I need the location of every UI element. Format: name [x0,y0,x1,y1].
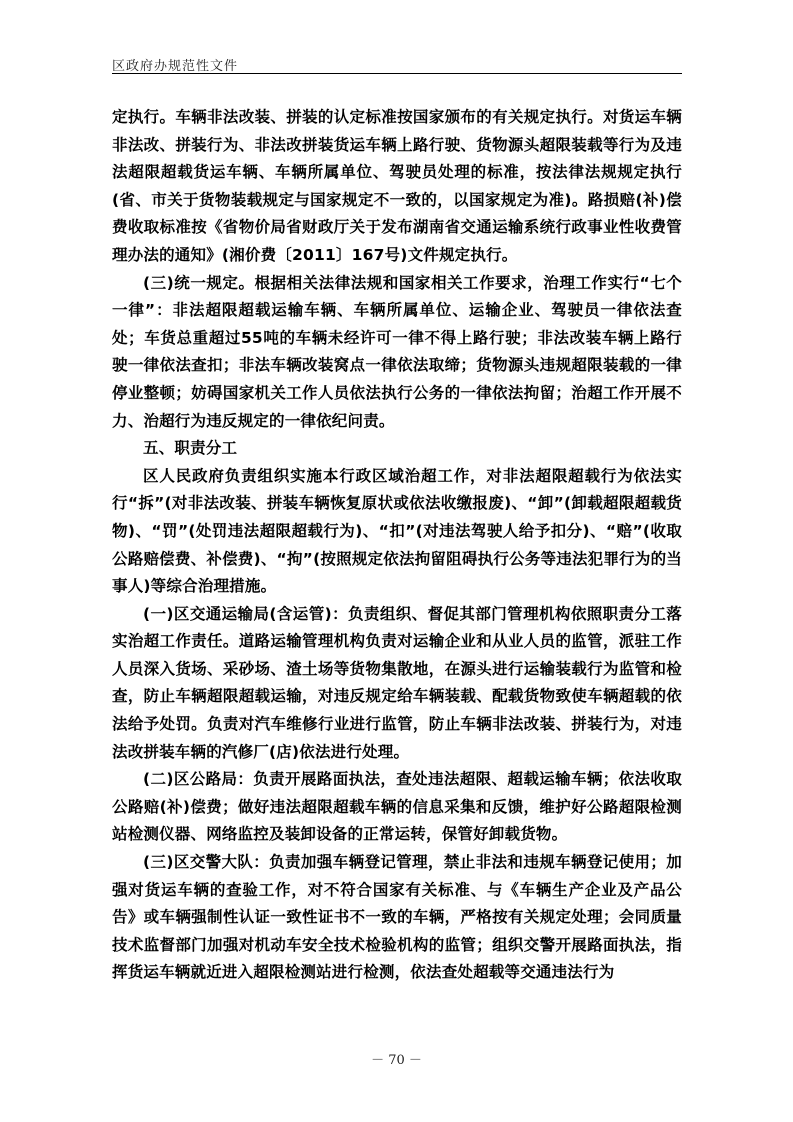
paragraph-district-government: 区人民政府负责组织实施本行政区域治超工作，对非法超限超载行为依法实行“拆”(对非法改装、拼装车辆恢复原状或依法收缴报废)、“卸”(卸载超限超载货物)、“罚”(处罚违法超限超载行为)、“扣”(对违法驾驶人给予扣分)、“赔”(收取公路赔偿费、补偿费)、“拘”(按照规定依法拘留阻碍执行公务等违法犯罪行为的当事人)等综合治理措施。 [112,466,682,596]
paragraph-transport-bureau: (一)区交通运输局(含运管)：负责组织、督促其部门管理机构依照职责分工落实治超工作责任。道路运输管理机构负责对运输企业和从业人员的监管，派驻工作人员深入货场、采砂场、渣土场等货物集散地，在源头进行运输装载行为监管和检查，防止车辆超限超载运输，对违反规定给车辆装载、配载货物致使车辆超载的依法给予处罚。负责对汽车维修行业进行监管，防止车辆非法改装、拼装行为，对违法改拼装车辆的汽修厂(店)依法进行处理。 [112,604,682,761]
page-number: － 70 － [371,1053,422,1068]
header-rule [112,73,682,74]
paragraph-highway-bureau: (二)区公路局：负责开展路面执法，查处违法超限、超载运输车辆；依法收取公路赔(补)偿费；做好违法超限超载车辆的信息采集和反馈，维护好公路超限检测站检测仪器、网络监控及装卸设备的正常运转，保管好卸载货物。 [112,770,682,844]
running-header: 区政府办规范性文件 [112,59,239,74]
paragraph-traffic-police: (三)区交警大队：负责加强车辆登记管理，禁止非法和违规车辆登记使用；加强对货运车辆的查验工作，对不符合国家有关标准、与《车辆生产企业及产品公告》或车辆强制性认证一致性证书不一致的车辆，严格按有关规定处理；会同质量技术监督部门加强对机动车安全技术检验机构的监管；组织交警开展路面执法，指挥货运车辆就近进入超限检测站进行检测，依法查处超载等交通违法行为 [112,853,682,982]
paragraph-unified-rules: (三)统一规定。根据相关法律法规和国家相关工作要求，治理工作实行“七个一律”：非法超限超载运输车辆、车辆所属单位、运输企业、驾驶员一律依法查处；车货总重超过55吨的车辆未经许可一律不得上路行驶；非法改装车辆上路行驶一律依法查扣；非法车辆改装窝点一律依法取缔；货物源头违规超限装载的一律停业整顿；妨碍国家机关工作人员依法执行公务的一律依法拘留；治超工作开展不力、治超行为违反规定的一律依纪问责。 [112,273,682,430]
section-heading-responsibilities: 五、职责分工 [143,439,238,458]
document-body [112,104,682,987]
paragraph-continuation: 定执行。车辆非法改装、拼装的认定标准按国家颁布的有关规定执行。对货运车辆非法改、拼装行为、非法改拼装货运车辆上路行驶、货物源头超限装载等行为及违法超限超载货运车辆、车辆所属单位、驾驶员处理的标准，按法律法规规定执行(省、市关于货物装载规定与国家规定不一致的，以国家规定为准)。路损赔(补)偿费收取标准按《省物价局省财政厅关于发布湖南省交通运输系统行政事业性收费管理办法的通知》(湘价费〔2011〕167号)文件规定执行。 [112,108,682,264]
